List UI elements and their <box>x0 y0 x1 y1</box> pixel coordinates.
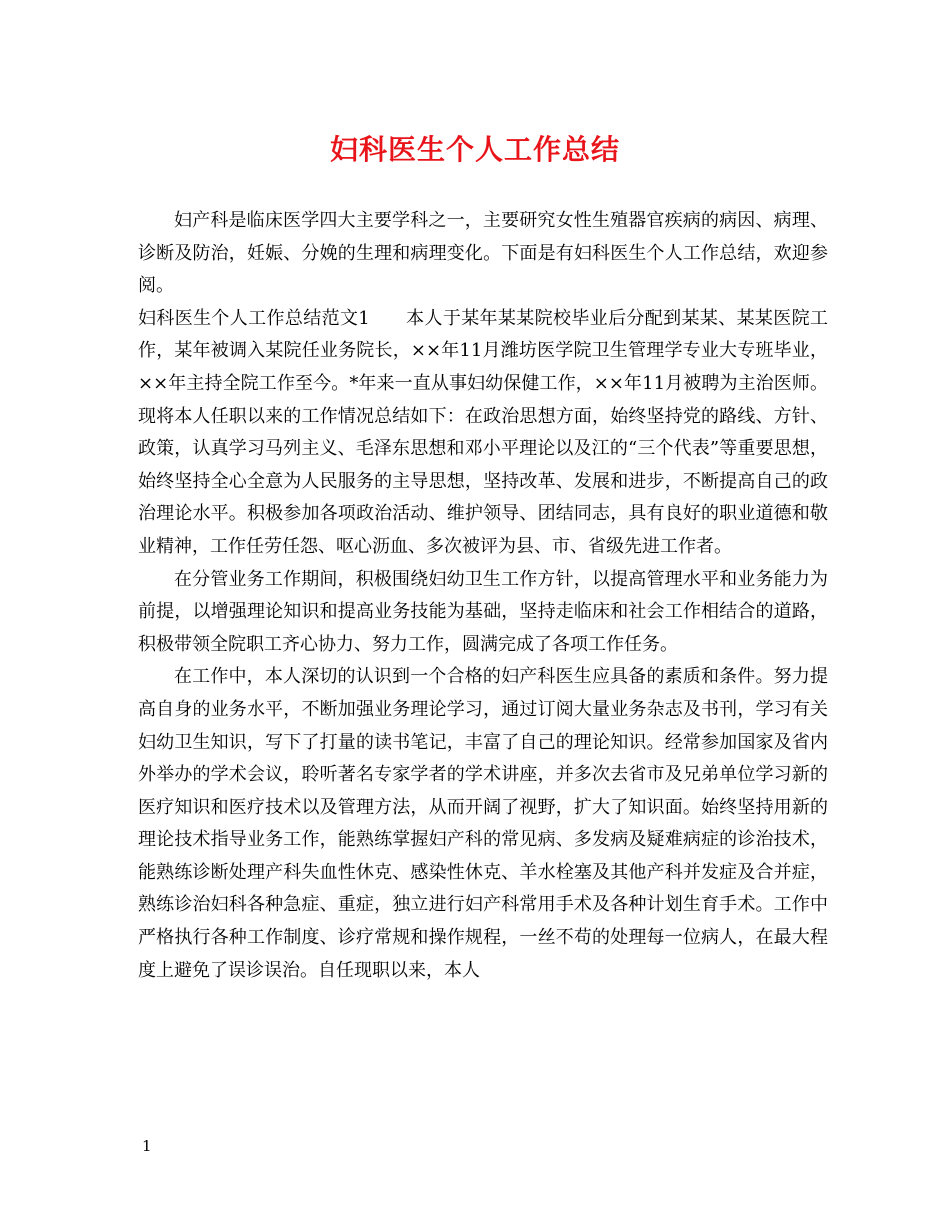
paragraph-2: 在分管业务工作期间，积极围绕妇幼卫生工作方针，以提高管理水平和业务能力为前提，以增强理论知识和提高业务技能为基础，坚持走临床和社会工作相结合的道路，积极带领全院职工齐心协力、努力工作，圆满完成了各项工作任务。 <box>138 568 828 655</box>
document-title: 妇科医生个人工作总结 <box>329 133 620 166</box>
intro-paragraph: 妇产科是临床医学四大主要学科之一，主要研究女性生殖器官疾病的病因、病理、诊断及防治，妊娠、分娩的生理和病理变化。下面是有妇科医生个人工作总结，欢迎参阅。 <box>138 210 828 297</box>
document-body <box>138 205 828 987</box>
section-first-paragraph: 本人于某年某某院校毕业后分配到某某、某某医院工作，某年被调入某院任业务院长，××年11月潍坊医学院卫生管理学专业大专班毕业，××年主持全院工作至今。*年来一直从事妇幼保健工作，××年11月被聘为主治医师。现将本人任职以来的工作情况总结如下：在政治思想方面，始终坚持党的路线、方针、政策，认真学习马列主义、毛泽东思想和邓小平理论以及江的“三个代表”等重要思想，始终坚持全心全意为人民服务的主导思想，坚持改革、发展和进步，不断提高自己的政治理论水平。积极参加各项政治活动、维护领导、团结同志，具有良好的职业道德和敬业精神，工作任劳任怨、呕心沥血、多次被评为县、市、省级先进工作者。 <box>138 307 829 557</box>
page-number: 1 <box>142 1137 152 1155</box>
section-heading: 妇科医生个人工作总结范文1 <box>138 307 370 329</box>
section-block <box>138 303 828 564</box>
paragraph-3: 在工作中，本人深切的认识到一个合格的妇产科医生应具备的素质和条件。努力提高自身的业务水平，不断加强业务理论学习，通过订阅大量业务杂志及书刊，学习有关妇幼卫生知识，写下了打量的读书笔记，丰富了自己的理论知识。经常参加国家及省内外举办的学术会议，聆听著名专家学者的学术讲座，并多次去省市及兄弟单位学习新的医疗知识和医疗技术以及管理方法，从而开阔了视野，扩大了知识面。始终坚持用新的理论技术指导业务工作，能熟练掌握妇产科的常见病、多发病及疑难病症的诊治技术，能熟练诊断处理产科失血性休克、感染性休克、羊水栓塞及其他产科并发症及合并症，熟练诊治妇科各种急症、重症，独立进行妇产科常用手术及各种计划生育手术。工作中严格执行各种工作制度、诊疗常规和操作规程，一丝不苟的处理每一位病人，在最大程度上避免了误诊误治。自任现职以来，本人 <box>138 666 828 981</box>
